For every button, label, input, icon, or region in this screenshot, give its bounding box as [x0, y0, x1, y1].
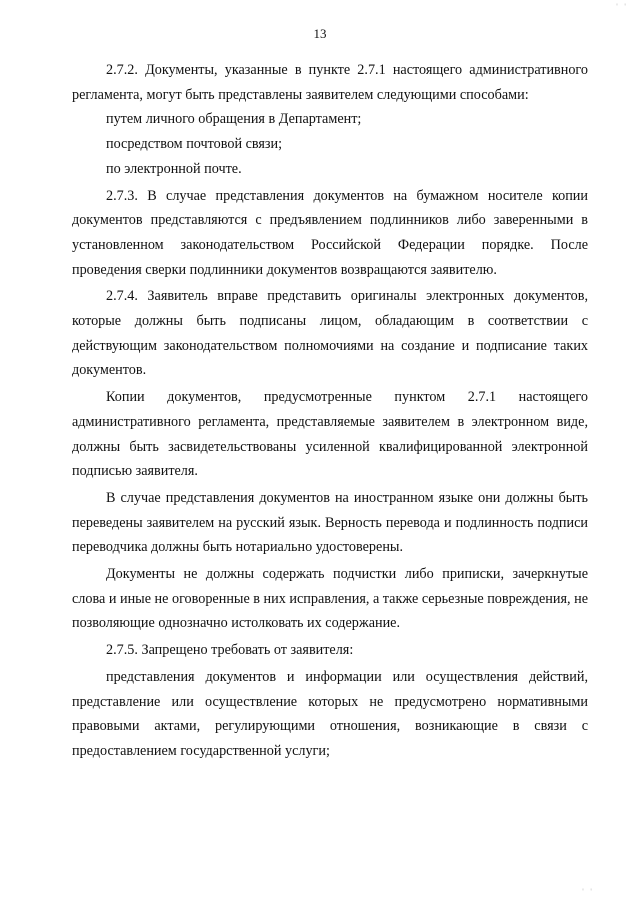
paragraph-2-7-4: 2.7.4. Заявитель вправе представить оригиналы электронных документов, которые должны быть подписаны лицом, обладающим в соответствии с действующим законодательством полномочиями на создание и подписание таких документов.	[72, 288, 588, 379]
paragraph-copies: Копии документов, предусмотренные пунктом 2.7.1 настоящего административного регламента, представляемые заявителем в электронном виде, должны быть засвидетельствованы усиленной квалифицированной электронной подписью заявителя.	[72, 389, 588, 480]
scan-mark-decoration: ' '	[616, 2, 628, 12]
list-item-in-person: путем личного обращения в Департамент;	[106, 111, 362, 128]
paragraph-2-7-2: 2.7.2. Документы, указанные в пункте 2.7.1 настоящего административного регламента, могут быть представлены заявителем следующими способами:	[72, 62, 588, 103]
paragraph-2-7-3: 2.7.3. В случае представления документов на бумажном носителе копии документов представляются с предъявлением подлинников либо заверенными в установленном законодательством Российской Федерации порядке. После проведения сверки подлинники документов возвращаются заявителю.	[72, 187, 588, 278]
list-item-postal: посредством почтовой связи;	[106, 136, 283, 153]
paragraph-prohibited-requirements: представления документов и информации или осуществления действий, представление или осуществление которых не предусмотрено нормативными правовыми актами, регулирующими отношения, возникающие в связи с предоставлением государственной услуги;	[72, 668, 588, 759]
document-body	[72, 58, 588, 764]
list-item-email: по электронной почте.	[106, 160, 242, 177]
paragraph-2-7-5: 2.7.5. Запрещено требовать от заявителя:	[106, 642, 354, 659]
page-number: 13	[313, 26, 327, 41]
paragraph-no-corrections: Документы не должны содержать подчистки либо приписки, зачеркнутые слова и иные не оговоренные в них исправления, а также серьезные повреждения, не позволяющие однозначно истолковать их содержание.	[72, 566, 588, 632]
scan-mark-decoration: ' '	[582, 887, 594, 897]
paragraph-foreign-language: В случае представления документов на иностранном языке они должны быть переведены заявителем на русский язык. Верность перевода и подлинность подписи переводчика должны быть нотариально удостоверены.	[72, 489, 588, 556]
